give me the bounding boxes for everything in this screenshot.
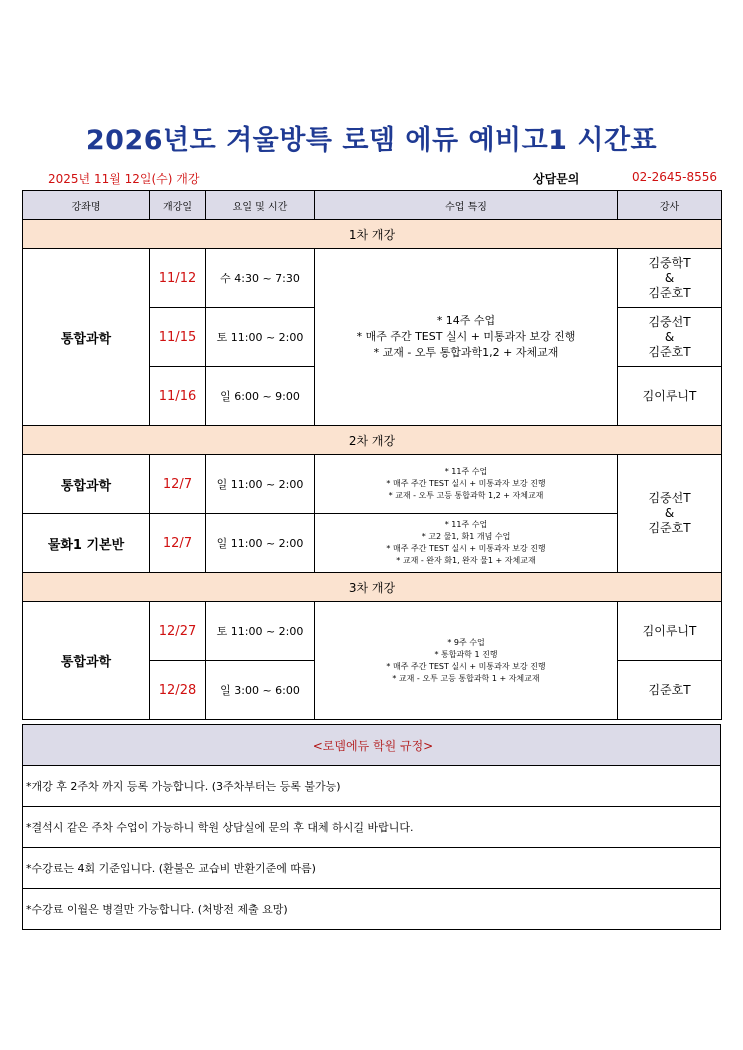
feature-line: * 14주 수업: [436, 314, 496, 327]
rules-table: [22, 724, 721, 930]
start-date-cell: 11/15: [150, 308, 206, 367]
teacher-name: 김이루니T: [642, 388, 697, 403]
features-cell: [315, 602, 618, 720]
feature-line: * 매주 주간 TEST 실시 + 미통과자 보강 진행: [386, 661, 546, 671]
feature-line: * 11주 수업: [444, 467, 488, 476]
rule-row: [23, 848, 721, 889]
table-row: [23, 602, 722, 661]
header-features: 수업 특징: [315, 191, 618, 220]
phase1-label: 1차 개강: [23, 220, 722, 249]
teacher-cell: [618, 308, 722, 367]
page-title: 2026년도 겨울방특 로뎀 에듀 예비고1 시간표: [85, 125, 658, 156]
course-name: 통합과학: [23, 602, 150, 720]
phase2-label: 2차 개강: [23, 426, 722, 455]
feature-line: * 매주 주간 TEST 실시 + 미통과자 보강 진행: [386, 479, 546, 488]
phase-row: [23, 573, 722, 602]
rule-row: [23, 807, 721, 848]
teacher-cell: [618, 661, 722, 720]
start-date-cell: 12/28: [150, 661, 206, 720]
rule-item: *수강료는 4회 기준입니다. (환불은 교습비 반환기준에 따름): [23, 848, 721, 889]
feature-line: * 11주 수업: [444, 520, 488, 529]
rule-row: [23, 889, 721, 930]
course-name: 통합과학: [23, 455, 150, 514]
teacher-cell: [618, 249, 722, 308]
start-date-cell: 12/27: [150, 602, 206, 661]
feature-line: * 9주 수업: [447, 637, 485, 647]
feature-line: * 교재 - 오투 고등 통합과학 1 + 자체교재: [392, 673, 540, 683]
features-cell: [315, 455, 618, 514]
features-cell: [315, 249, 618, 426]
feature-line: * 통합과학 1 진행: [434, 649, 498, 659]
teacher-separator: &: [664, 506, 675, 520]
teacher-cell: [618, 602, 722, 661]
time-cell: 일 11:00 ~ 2:00: [206, 455, 315, 514]
teacher-name: 김준호T: [648, 682, 691, 697]
teacher-name: 김준호T: [648, 521, 691, 535]
features-cell: [315, 514, 618, 573]
contact-phone: 02-2645-8556: [632, 170, 718, 184]
feature-line: * 매주 주간 TEST 실시 + 미통과자 보강 진행: [386, 544, 546, 553]
teacher-separator: &: [664, 270, 675, 285]
teacher-cell: [618, 367, 722, 426]
header-row: [23, 191, 722, 220]
header-teacher: 강사: [618, 191, 722, 220]
course-name: 물화1 기본반: [23, 514, 150, 573]
time-cell: 일 3:00 ~ 6:00: [206, 661, 315, 720]
rules-header-row: [23, 725, 721, 766]
time-cell: 토 11:00 ~ 2:00: [206, 308, 315, 367]
start-date-cell: 12/7: [150, 514, 206, 573]
start-date-cell: 11/12: [150, 249, 206, 308]
start-date-cell: 12/7: [150, 455, 206, 514]
teacher-cell: [618, 455, 722, 573]
table-row: [23, 249, 722, 308]
rules-title: <로뎀에듀 학원 규정>: [23, 725, 721, 766]
teacher-name: 김중선T: [648, 491, 691, 505]
time-cell: 일 6:00 ~ 9:00: [206, 367, 315, 426]
feature-line: * 고2 물1, 화1 개념 수업: [421, 532, 511, 541]
header-course: 강좌명: [23, 191, 150, 220]
rule-item: *수강료 이월은 병결만 가능합니다. (처방전 제출 요망): [23, 889, 721, 930]
teacher-separator: &: [664, 329, 675, 344]
phase-row: [23, 426, 722, 455]
start-date: 2025년 11월 12일(수) 개강: [48, 172, 200, 186]
time-cell: 토 11:00 ~ 2:00: [206, 602, 315, 661]
phase3-label: 3차 개강: [23, 573, 722, 602]
feature-line: * 교재 - 완자 화1, 완자 물1 + 자체교재: [396, 556, 536, 565]
phase-row: [23, 220, 722, 249]
feature-line: * 교재 - 오투 고등 통합과학 1,2 + 자체교재: [388, 491, 544, 500]
header-day-time: 요일 및 시간: [206, 191, 315, 220]
header-start-date: 개강일: [150, 191, 206, 220]
teacher-name: 김준호T: [648, 344, 691, 359]
teacher-name: 김준호T: [648, 285, 691, 300]
table-row: [23, 514, 722, 573]
time-cell: 일 11:00 ~ 2:00: [206, 514, 315, 573]
table-row: [23, 455, 722, 514]
schedule-table: [22, 190, 722, 720]
rule-item: *결석시 같은 주차 수업이 가능하니 학원 상담실에 문의 후 대체 하시길 바랍니다.: [23, 807, 721, 848]
rule-row: [23, 766, 721, 807]
feature-line: * 교재 - 오투 통합과학1,2 + 자체교재: [373, 346, 559, 359]
teacher-name: 김이루니T: [642, 623, 697, 638]
rule-item: *개강 후 2주차 까지 등록 가능합니다. (3주차부터는 등록 불가능): [23, 766, 721, 807]
start-date-cell: 11/16: [150, 367, 206, 426]
contact-label: 상담문의: [533, 172, 580, 186]
time-cell: 수 4:30 ~ 7:30: [206, 249, 315, 308]
teacher-name: 김중선T: [648, 314, 691, 329]
teacher-name: 김중학T: [648, 255, 691, 270]
feature-line: * 매주 주간 TEST 실시 + 미통과자 보강 진행: [356, 330, 576, 343]
course-name: 통합과학: [23, 249, 150, 426]
